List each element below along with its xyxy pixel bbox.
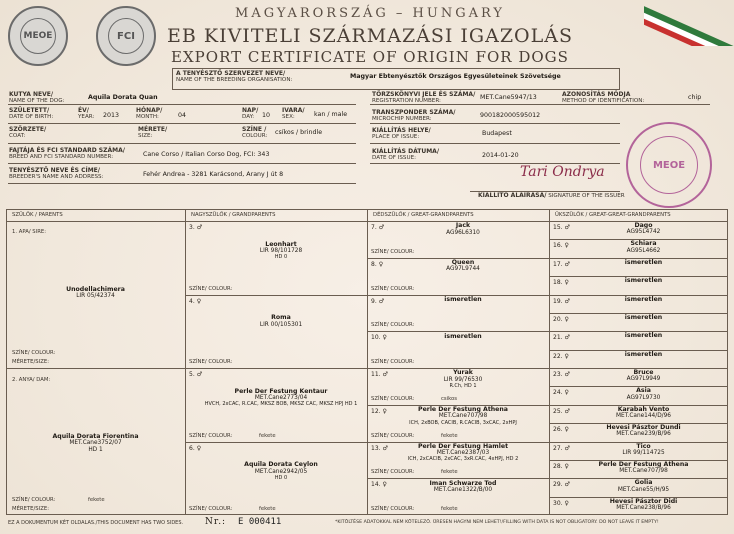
female-icon: ♀ <box>564 352 569 360</box>
great-great-grandparent-27-cell <box>563 444 724 457</box>
dam-name: Aquila Dorata Fiorentina <box>52 433 139 440</box>
date-label-en: DATE OF ISSUE: <box>372 155 416 161</box>
table-divider <box>367 478 728 479</box>
great-great-grandparent-21-cell <box>563 332 724 342</box>
great-great-grandparent-21-num: 21. <box>553 334 563 342</box>
grandparent-6-number <box>189 445 201 452</box>
great-great-grandparent-25-num: 25. <box>553 407 563 415</box>
great-great-grandparent-21-name: ismeretlen <box>624 332 663 340</box>
sire-name: Unodellachimera <box>66 286 125 293</box>
great-great-grandparent-18-name: ismeretlen <box>624 277 663 285</box>
great-great-grandparent-24-name: Asia <box>636 387 651 395</box>
breeder-label-en: BREEDER'S NAME AND ADDRESS: <box>9 174 104 180</box>
great-great-grandparent-24-reg: AG97L9730 <box>626 394 661 401</box>
issuer-signature: Tari Ondrya <box>520 164 605 180</box>
great-grandparent-8-cell <box>378 259 545 273</box>
great-great-grandparent-26-cell <box>563 425 724 438</box>
female-icon: ♀ <box>564 499 569 507</box>
male-icon: ♂ <box>564 224 570 231</box>
dob-year: 2013 <box>103 112 120 119</box>
dam-colour: fekete <box>88 497 105 503</box>
great-grandparent-7-cell <box>378 222 545 236</box>
female-icon: ♀ <box>564 462 569 470</box>
great-grandparent-14-num: 14. <box>371 481 381 489</box>
dob-day: 10 <box>262 112 271 119</box>
male-icon: ♂ <box>564 260 570 268</box>
dob-label: SZÜLETETT/ <box>9 107 50 114</box>
great-great-grandparent-17-num: 17. <box>553 260 563 268</box>
male-icon: ♂ <box>564 297 570 305</box>
col-grandparents-header: NAGYSZÜLŐK / GRANDPARENTS <box>191 212 276 218</box>
great-great-grandparent-23-cell <box>563 370 724 383</box>
dam-label: 2. ANYA/ DAM: <box>12 377 51 383</box>
grandparent-6-num: 6. <box>189 444 195 452</box>
colour-label-en: COLOUR: <box>242 133 268 139</box>
female-icon: ♀ <box>564 315 569 323</box>
great-grandparent-10-name: ismeretlen <box>444 332 482 340</box>
grandparent-4-number <box>189 298 201 305</box>
seal-right-text: FCI <box>108 18 144 54</box>
great-grandparent-12-name: Perle Der Festung Athena <box>418 406 508 414</box>
ident-label: AZONOSÍTÁS MÓDJA <box>562 91 631 98</box>
great-great-grandparent-20-name: ismeretlen <box>624 313 663 321</box>
month-label: HÓNAP/ <box>136 107 163 114</box>
great-grandparent-10-cell <box>381 334 545 340</box>
sire-cell <box>6 287 185 300</box>
serial-label: Nr.: <box>205 517 227 527</box>
grandparent-3-extra: HD 0 <box>274 254 288 261</box>
great-great-grandparent-17-cell <box>563 260 724 266</box>
coat-label: SZŐRZETE/ <box>9 126 47 133</box>
great-great-grandparent-15-reg: AG95L4742 <box>626 229 661 236</box>
reg-value: MET.Cane5947/13 <box>480 94 537 101</box>
male-icon: ♂ <box>564 334 570 342</box>
grandparent-6-name: Aquila Dorata Ceylon <box>244 461 318 469</box>
grandparent-3-number <box>189 224 202 231</box>
breeding-org-label: A TENYÉSZTŐ SZERVEZET NEVE/ <box>176 70 286 77</box>
dog-name-label-en: NAME OF THE DOG: <box>9 98 65 104</box>
great-great-grandparent-29-reg: MET.Cane55/H/95 <box>617 486 670 493</box>
great-great-grandparent-30-name: Hevesi Pásztor Didi <box>609 497 678 505</box>
seal-left-text: MEOE <box>20 18 56 54</box>
reg-label-en: REGISTRATION NUMBER: <box>372 98 441 104</box>
great-grandparent-13-extra: ICH, 2xCACIB, 2xCAC, 3xR.CAC, 4xHPJ, HD 2 <box>407 456 519 463</box>
size-label-en: SIZE: <box>138 133 153 139</box>
great-grandparent-11-num: 11. <box>371 371 381 378</box>
sex-label: IVARA/ <box>282 107 305 114</box>
great-grandparent-11-colour-label: SZÍNE/ COLOUR: <box>371 395 415 402</box>
great-grandparent-7-name: Jack <box>455 222 471 230</box>
grandparent-4-colour-label: SZÍNE/ COLOUR: <box>189 359 233 365</box>
great-great-grandparent-24-num: 24. <box>553 389 563 397</box>
great-great-grandparent-26-reg: MET.Cane239/B/96 <box>616 431 671 438</box>
great-grandparent-13-cell <box>381 444 545 463</box>
great-great-grandparent-27-name: Tico <box>636 442 651 450</box>
footer-note: *KITÖLTÉSE ADATOKKAL NEM KÖTELEZŐ. ÜRESEN HAGYNI NEM LEHET!/FILLING WITH DATA IS NOT OBLIGATORY. DO NOT LEAVE IT EMPTY! <box>335 520 659 525</box>
great-great-grandparent-17-name: ismeretlen <box>624 258 663 266</box>
colour-label: SZÍNE / <box>242 126 267 133</box>
great-great-grandparent-25-reg: MET.Cane144/D/96 <box>615 413 671 420</box>
dam-size-label: MÉRETE/SIZE: <box>12 506 49 512</box>
female-icon: ♀ <box>564 389 569 397</box>
grandparent-5-cell <box>199 389 363 408</box>
great-grandparent-11-name: Yurak <box>453 369 473 377</box>
great-grandparent-12-colour-label: SZÍNE/ COLOUR: <box>371 432 415 439</box>
grandparent-6-extra: HD 0 <box>274 474 288 481</box>
sire-label: 1. APA/ SIRE: <box>12 229 47 235</box>
great-great-grandparent-19-name: ismeretlen <box>624 295 663 303</box>
coat-label-en: COAT: <box>9 133 26 139</box>
hungarian-flag-ribbon <box>644 0 734 46</box>
great-great-grandparent-23-reg: AG97L9949 <box>626 376 661 383</box>
dog-name: Aquila Dorata Quan <box>88 94 158 101</box>
great-grandparent-14-colour-label: SZÍNE/ COLOUR: <box>371 506 415 512</box>
place-label-en: PLACE OF ISSUE: <box>372 134 420 140</box>
great-great-grandparent-16-name: Schiara <box>630 240 657 248</box>
sex-label-en: SEX: <box>282 114 295 120</box>
great-grandparent-12-extra: ICH, 2xBOB, CACIB, R.CACIB, 3xCAC, 2xHPJ <box>409 419 517 426</box>
dob-month: 04 <box>178 112 187 119</box>
day-label-en: DAY: <box>242 114 255 120</box>
great-grandparent-13-reg: MET.Cane2387/03 <box>436 450 490 457</box>
great-grandparent-8-reg: AG97L9744 <box>446 266 480 273</box>
great-great-grandparent-20-num: 20. <box>553 315 563 323</box>
great-great-grandparent-23-num: 23. <box>553 371 563 378</box>
great-grandparent-11-colour: csikos <box>441 395 458 402</box>
dam-cell <box>6 434 185 453</box>
great-great-grandparent-28-cell <box>563 462 724 475</box>
great-great-grandparent-30-num: 30. <box>553 499 563 507</box>
dog-name-label: KUTYA NEVE/ <box>9 91 54 98</box>
day-label: NAP/ <box>242 107 259 114</box>
great-great-grandparent-15-name: Dago <box>634 222 653 229</box>
male-icon: ♂ <box>196 371 203 378</box>
footer-two-sides: EZ A DOKUMENTUM KÉT OLDALAS./THIS DOCUMENT HAS TWO SIDES. <box>8 520 184 526</box>
female-icon: ♀ <box>378 260 384 268</box>
meoe-seal-icon <box>8 6 68 66</box>
great-great-grandparent-26-num: 26. <box>553 426 563 434</box>
chip-label: TRANSZPONDER SZÁMA/ <box>372 109 456 116</box>
date-value: 2014-01-20 <box>482 152 519 159</box>
dog-sex: kan / male <box>314 111 348 118</box>
grandparent-3-reg: LIR 98/101728 <box>259 248 303 255</box>
breeder-label: TENYÉSZTŐ NEVE ÉS CÍME/ <box>9 167 100 174</box>
official-stamp-icon <box>626 122 712 208</box>
grandparent-4-num: 4. <box>189 297 195 305</box>
male-icon: ♂ <box>564 444 570 452</box>
table-divider <box>367 331 728 332</box>
great-great-grandparent-18-cell <box>563 277 724 287</box>
great-great-grandparent-15-num: 15. <box>553 224 563 231</box>
grandparent-6-colour-label: SZÍNE/ COLOUR: <box>189 506 233 512</box>
great-great-grandparent-19-num: 19. <box>553 297 563 305</box>
great-great-grandparent-20-cell <box>563 315 724 321</box>
breed-label-en: BREED AND FCI STANDARD NUMBER: <box>9 154 114 160</box>
dog-colour: csíkos / brindle <box>275 129 323 136</box>
great-great-grandparent-24-cell <box>563 388 724 401</box>
dog-breed: Cane Corso / Italian Corso Dog, FCI: 343 <box>143 151 270 158</box>
male-icon: ♂ <box>378 224 385 231</box>
great-great-grandparent-28-num: 28. <box>553 462 563 470</box>
grandparent-6-colour: fekete <box>259 506 276 512</box>
year-label-en: YEAR: <box>78 114 95 120</box>
great-great-grandparent-15-cell <box>563 223 724 236</box>
great-great-grandparent-16-cell <box>563 241 724 254</box>
ident-label-en: METHOD OF IDENTIFICATION: <box>562 98 645 104</box>
country-title: MAGYARORSZÁG – HUNGARY <box>235 6 505 21</box>
great-great-grandparent-22-name: ismeretlen <box>624 350 663 358</box>
great-grandparent-7-num: 7. <box>371 224 377 231</box>
great-grandparent-14-reg: MET.Cane1322/B/00 <box>433 486 493 493</box>
great-grandparent-14-colour: fekete <box>441 506 458 512</box>
reg-label: TÖRZSKÖNYVI JELE ÉS SZÁMA/ <box>372 91 476 98</box>
grandparent-6-cell <box>199 462 363 481</box>
grandparent-3-name: Leonhart <box>265 240 297 248</box>
great-great-grandparent-16-reg: AG95L4662 <box>626 247 661 254</box>
size-label: MÉRETE/ <box>138 126 168 133</box>
grandparent-3-colour-label: SZÍNE/ COLOUR: <box>189 285 233 292</box>
dob-label-en: DATE OF BIRTH: <box>9 114 54 120</box>
female-icon: ♀ <box>564 242 569 250</box>
great-great-grandparent-29-cell <box>563 480 724 493</box>
breed-label: FAJTÁJA ÉS FCI STANDARD SZÁMA/ <box>9 147 125 154</box>
great-great-grandparent-22-num: 22. <box>553 352 563 360</box>
female-icon: ♀ <box>196 297 202 305</box>
great-great-grandparent-28-reg: MET.Cane707/98 <box>619 468 668 475</box>
grandparent-5-name: Perle Der Festung Kentaur <box>234 387 328 395</box>
great-great-grandparent-26-name: Hevesi Pásztor Dundi <box>606 424 681 432</box>
ident-value: chip <box>688 94 702 101</box>
sire-reg: LIR 05/42374 <box>76 293 115 300</box>
great-grandparent-13-colour: fekete <box>441 469 458 476</box>
breeder-value: Fehér Andrea - 3281 Karácsond, Arany J út 8 <box>143 171 284 178</box>
great-grandparent-11-cell <box>381 370 545 389</box>
serial-number: E 000411 <box>238 517 282 527</box>
table-divider <box>367 258 728 259</box>
female-icon: ♀ <box>382 334 387 342</box>
grandparent-5-extra: HVCH, 2xCAC, R.CAC, MKSZ BOB, MKSZ CAC, MKSZ HPJ HD 1 <box>204 401 358 408</box>
great-great-grandparent-28-name: Perle Der Festung Athena <box>598 460 689 468</box>
great-grandparent-13-num: 13. <box>371 444 381 452</box>
great-great-grandparent-27-reg: LIR 99/114725 <box>622 449 665 456</box>
great-grandparent-8-colour-label: SZÍNE/ COLOUR: <box>371 285 415 292</box>
great-great-grandparent-27-num: 27. <box>553 444 563 452</box>
male-icon: ♂ <box>382 371 388 378</box>
male-icon: ♂ <box>564 407 570 415</box>
grandparent-3-num: 3. <box>189 224 195 231</box>
signature-label-en: SIGNATURE OF THE ISSUER <box>548 193 625 199</box>
great-grandparent-12-colour: fekete <box>441 432 458 439</box>
male-icon: ♂ <box>564 371 570 378</box>
grandparent-4-name: Roma <box>271 314 291 322</box>
stamp-text: MEOE <box>640 136 698 194</box>
great-great-grandparent-29-num: 29. <box>553 481 563 489</box>
male-icon: ♂ <box>382 444 388 452</box>
year-label: ÉV/ <box>78 107 89 114</box>
great-grandparent-10-colour-label: SZÍNE/ COLOUR: <box>371 359 415 365</box>
great-great-grandparent-25-cell <box>563 407 724 420</box>
great-grandparent-14-cell <box>381 481 545 494</box>
certificate-title-en: EXPORT CERTIFICATE OF ORIGIN FOR DOGS <box>171 48 569 66</box>
great-grandparent-9-colour-label: SZÍNE/ COLOUR: <box>371 322 415 329</box>
female-icon: ♀ <box>564 279 569 287</box>
signature-label: KIÁLLÍTÓ ALÁÍRÁSA/ <box>478 192 547 199</box>
great-great-grandparent-30-cell <box>563 499 724 512</box>
great-grandparent-11-reg: LIR 99/76530 <box>443 376 483 383</box>
grandparent-5-number <box>189 371 202 378</box>
dam-extra: HD 1 <box>88 446 103 453</box>
great-grandparent-12-num: 12. <box>371 407 381 415</box>
date-label: KIÁLLÍTÁS DÁTUMA/ <box>372 148 440 155</box>
great-grandparent-12-cell <box>381 407 545 426</box>
grandparent-4-reg: LIR 00/105301 <box>259 321 303 328</box>
fci-seal-icon <box>96 6 156 66</box>
male-icon: ♂ <box>378 297 385 305</box>
great-great-grandparent-30-reg: MET.Cane238/B/96 <box>616 504 671 511</box>
great-great-grandparent-29-name: Golia <box>634 479 653 487</box>
male-icon: ♂ <box>564 481 570 489</box>
great-grandparent-9-name: ismeretlen <box>444 295 482 303</box>
month-label-en: MONTH: <box>136 114 159 120</box>
great-grandparent-13-name: Perle Der Festung Hamlet <box>417 442 509 450</box>
great-grandparent-12-reg: MET.Cane707/98 <box>438 413 488 420</box>
place-value: Budapest <box>482 130 512 137</box>
great-grandparent-7-reg: AG96L6310 <box>446 229 480 236</box>
col-great-header: DÉDSZÜLŐK / GREAT-GRANDPARENTS <box>373 212 474 218</box>
female-icon: ♀ <box>564 426 569 434</box>
breeding-org-value: Magyar Ebtenyésztők Országos Egyesületeinek Szövetsége <box>350 73 561 80</box>
great-great-grandparent-25-name: Karabah Vento <box>617 405 670 413</box>
chip-value: 900182000595012 <box>480 112 541 119</box>
female-icon: ♀ <box>382 407 387 415</box>
certificate-title-hu: EB KIVITELI SZÁRMAZÁSI IGAZOLÁS <box>167 25 573 47</box>
sire-size-label: MÉRETE/SIZE: <box>12 359 49 365</box>
male-icon: ♂ <box>196 224 203 231</box>
great-grandparent-8-name: Queen <box>451 259 475 267</box>
great-grandparent-8-num: 8. <box>371 260 377 268</box>
great-grandparent-10-num: 10. <box>371 334 381 342</box>
great-great-grandparent-23-name: Bruce <box>633 369 654 376</box>
female-icon: ♀ <box>196 444 202 452</box>
sire-colour-label: SZÍNE/ COLOUR: <box>12 350 56 356</box>
great-great-grandparent-16-num: 16. <box>553 242 563 250</box>
col-greatgreat-header: ÜKSZÜLŐK / GREAT-GREAT-GRANDPARENTS <box>555 212 671 218</box>
col-parents-header: SZÜLŐK / PARENTS <box>12 212 63 218</box>
great-grandparent-9-cell <box>378 295 545 305</box>
place-label: KIÁLLÍTÁS HELYE/ <box>372 127 431 134</box>
grandparent-6-reg: MET.Cane2942/05 <box>254 468 308 475</box>
great-great-grandparent-18-num: 18. <box>553 279 563 287</box>
grandparent-5-colour-label: SZÍNE/ COLOUR: <box>189 432 233 439</box>
great-great-grandparent-19-cell <box>563 297 724 303</box>
chip-label-en: MICROCHIP NUMBER: <box>372 116 432 122</box>
great-grandparent-7-colour-label: SZÍNE/ COLOUR: <box>371 248 415 255</box>
female-icon: ♀ <box>382 481 387 489</box>
grandparent-5-num: 5. <box>189 371 195 378</box>
great-grandparent-14-name: Iman Schwarze Tod <box>429 479 497 487</box>
great-grandparent-13-colour-label: SZÍNE/ COLOUR: <box>371 469 415 476</box>
grandparent-5-reg: MET.Cane2773/04 <box>254 395 308 402</box>
great-great-grandparent-22-cell <box>563 352 724 358</box>
dam-reg: MET.Cane3752/07 <box>69 440 122 447</box>
grandparent-3-cell <box>199 242 363 261</box>
breeding-org-label-en: NAME OF THE BREEDING ORGANISATION: <box>176 77 293 83</box>
dam-colour-label: SZÍNE/ COLOUR: <box>12 497 56 503</box>
grandparent-4-cell <box>199 315 363 328</box>
great-grandparent-11-extra: R.Ch, HD 1 <box>449 382 477 389</box>
great-grandparent-9-num: 9. <box>371 297 377 305</box>
grandparent-5-colour: fekete <box>259 432 276 439</box>
